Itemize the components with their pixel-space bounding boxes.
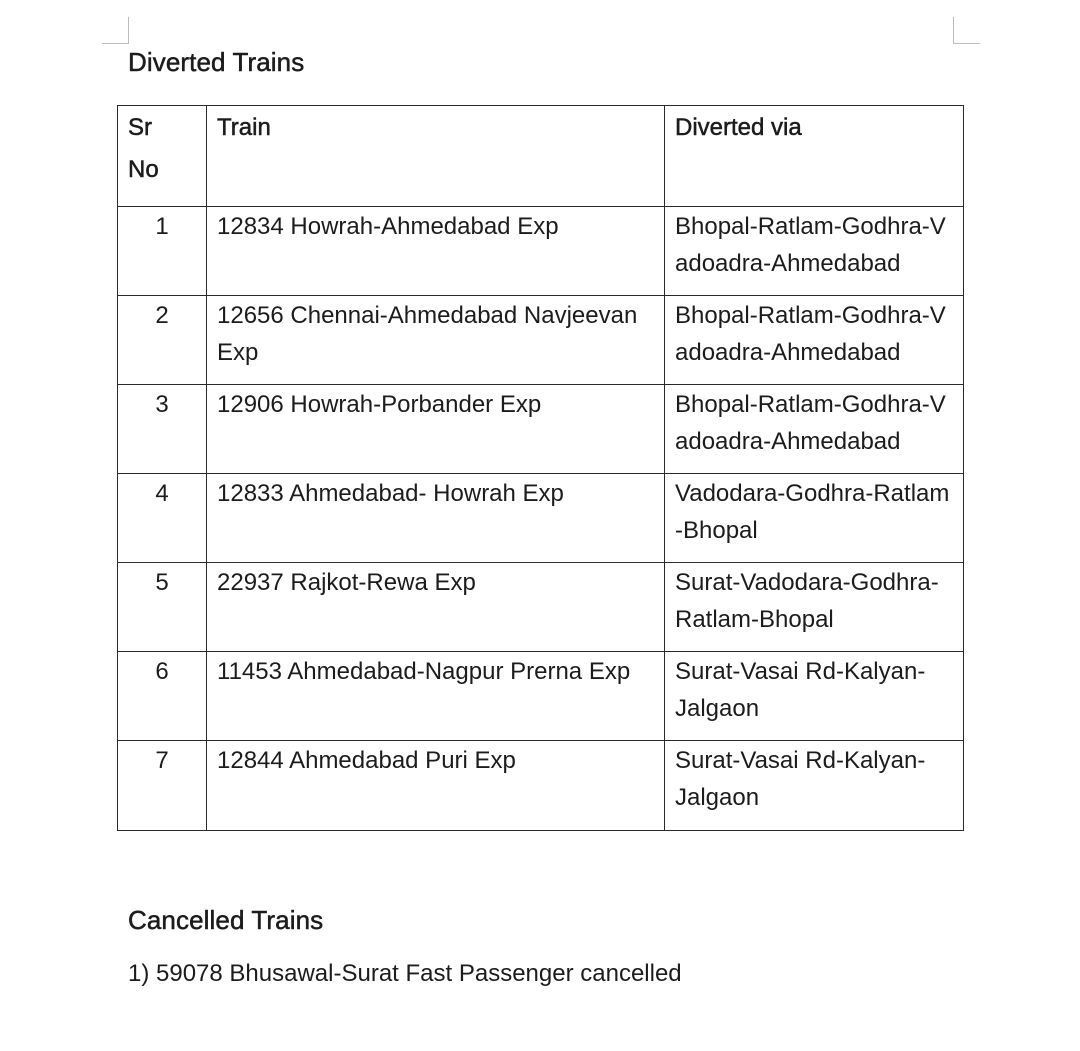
table-row <box>118 207 964 296</box>
page-corner-mark-top-left <box>102 17 129 44</box>
diverted-via-cell: Surat-Vadodara-Godhra-Ratlam-Bhopal <box>665 563 964 652</box>
sr-no-cell: 2 <box>118 296 207 385</box>
train-cell: 12833 Ahmedabad- Howrah Exp <box>207 474 665 563</box>
table-row <box>118 474 964 563</box>
diverted-via-cell: Bhopal-Ratlam-Godhra-Vadoadra-Ahmedabad <box>665 207 964 296</box>
diverted-via-cell: Surat-Vasai Rd-Kalyan-Jalgaon <box>665 741 964 831</box>
sr-no-cell: 5 <box>118 563 207 652</box>
train-cell: 22937 Rajkot-Rewa Exp <box>207 563 665 652</box>
table-row <box>118 563 964 652</box>
sr-no-cell: 7 <box>118 741 207 831</box>
sr-no-cell: 6 <box>118 652 207 741</box>
table-row <box>118 385 964 474</box>
sr-no-cell: 4 <box>118 474 207 563</box>
diverted-via-cell: Bhopal-Ratlam-Godhra-Vadoadra-Ahmedabad <box>665 296 964 385</box>
diverted-trains-table <box>117 105 964 831</box>
diverted-via-cell: Surat-Vasai Rd-Kalyan-Jalgaon <box>665 652 964 741</box>
cancelled-trains-heading: Cancelled Trains <box>128 905 324 935</box>
table-row <box>118 741 964 831</box>
sr-no-cell: 1 <box>118 207 207 296</box>
diverted-via-cell: Vadodara-Godhra-Ratlam-Bhopal <box>665 474 964 563</box>
sr-no-cell: 3 <box>118 385 207 474</box>
diverted-trains-heading: Diverted Trains <box>128 47 305 77</box>
table-row <box>118 652 964 741</box>
cancelled-train-item: 1) 59078 Bhusawal-Surat Fast Passenger cancelled <box>128 960 682 987</box>
column-header-diverted-via: Diverted via <box>665 106 964 207</box>
diverted-via-cell: Bhopal-Ratlam-Godhra-Vadoadra-Ahmedabad <box>665 385 964 474</box>
train-cell: 12656 Chennai-Ahmedabad Navjeevan Exp <box>207 296 665 385</box>
train-cell: 12834 Howrah-Ahmedabad Exp <box>207 207 665 296</box>
column-header-sr-no: Sr No <box>118 106 207 207</box>
table-header-row <box>118 106 964 207</box>
column-header-train: Train <box>207 106 665 207</box>
page-corner-mark-top-right <box>953 17 980 44</box>
table-row <box>118 296 964 385</box>
train-cell: 12906 Howrah-Porbander Exp <box>207 385 665 474</box>
train-cell: 12844 Ahmedabad Puri Exp <box>207 741 665 831</box>
train-cell: 11453 Ahmedabad-Nagpur Prerna Exp <box>207 652 665 741</box>
